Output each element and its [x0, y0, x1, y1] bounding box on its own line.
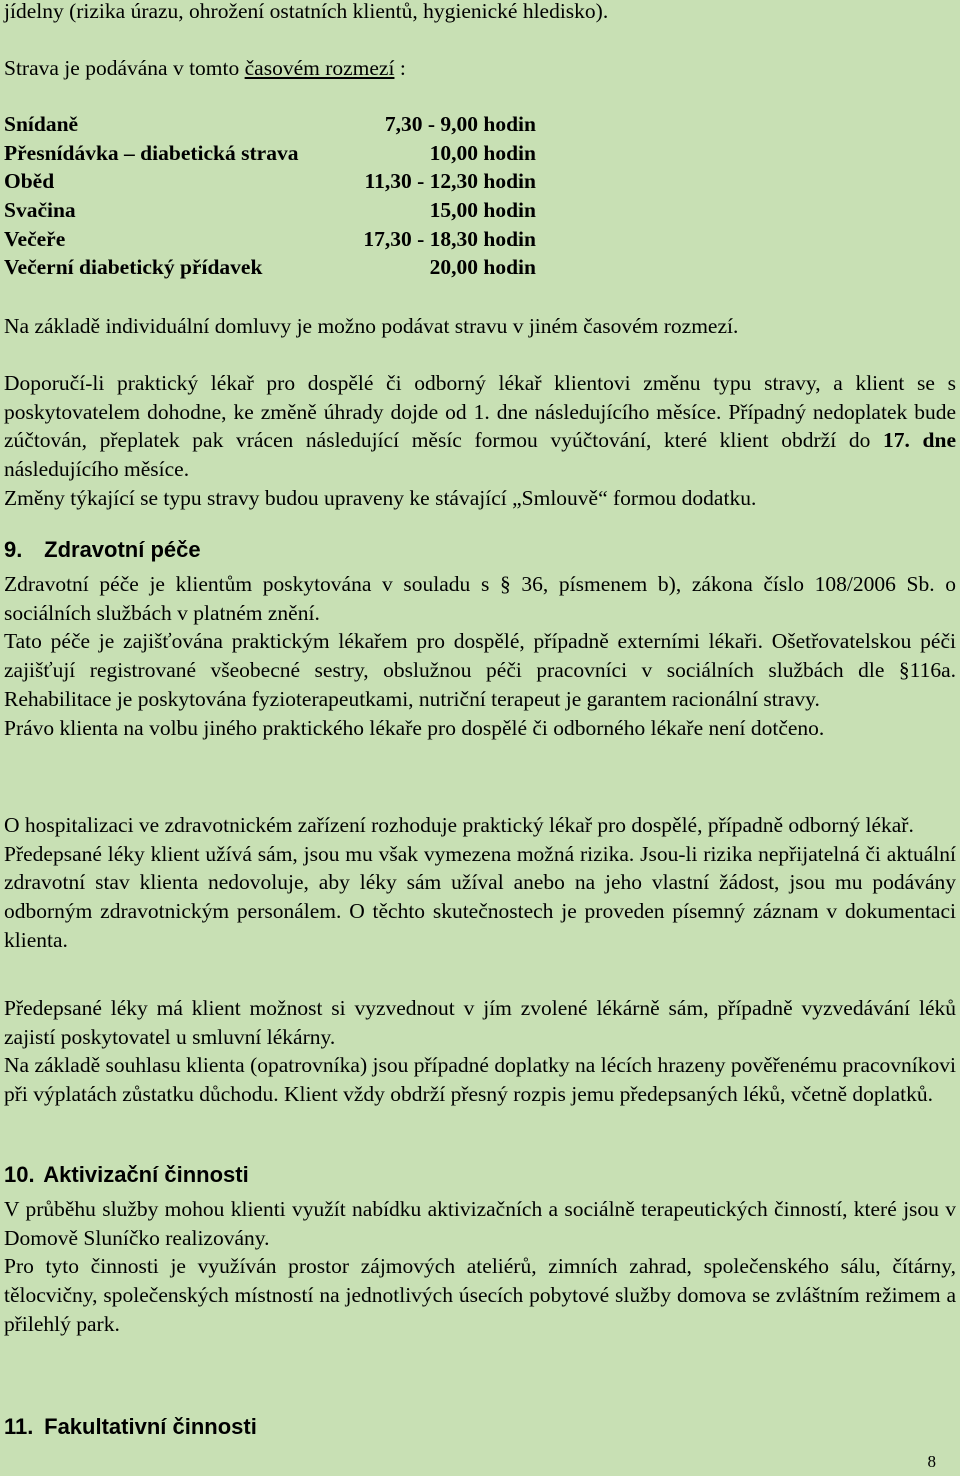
diet-change-end: následujícího měsíce. — [4, 457, 190, 482]
section-10-heading — [4, 1161, 249, 1189]
hospitalization-paragraph: O hospitalizaci ve zdravotnickém zařízení rozhoduje praktický lékař pro dospělé, případně odborný lékař. — [4, 813, 914, 837]
meal-time: 11,30 - 12,30 hodin — [364, 169, 536, 194]
meal-time: 17,30 - 18,30 hodin — [363, 226, 536, 251]
intro-line: jídelny (rizika úrazu, ohrožení ostatních klientů, hygienické hledisko). — [4, 0, 609, 23]
meal-name: Večeře — [4, 226, 66, 251]
section-9-title: Zdravotní péče — [44, 537, 201, 562]
section-9-body-2 — [4, 811, 956, 955]
section-10-title: Aktivizační činnosti — [43, 1162, 249, 1187]
individual-note: Na základě individuální domluvy je možno podávat stravu v jiném časovém rozmezí. — [4, 314, 739, 338]
meal-time: 7,30 - 9,00 hodin — [384, 112, 536, 136]
section-9-heading — [4, 536, 201, 564]
diet-change-amendment: Změny týkající se typu stravy budou upraveny ke stávající „Smlouvě“ formou dodatku. — [4, 485, 757, 510]
activation-offer-paragraph: V průběhu služby mohou klienti využít nabídku aktivizačních a sociálně terapeutických činností, které jsou v Domově Sluníčko realizovány. — [4, 1197, 956, 1250]
schedule-intro — [4, 54, 406, 82]
activation-spaces-paragraph: Pro tyto činnosti je využíván prostor zájmových ateliérů, zimních zahrad, společenského sálu, čítárny, tělocvičny, společenských místností na jednotlivých úsecích pobytové služby domova se zvláštním režimem a přilehlý park. — [4, 1254, 956, 1336]
medication-paragraph: Předepsané léky klient užívá sám, jsou mu však vymezena možná rizika. Jsou-li rizika nepřijatelná či aktuální zdravotní stav klienta nedovoluje, aby léky sám užíval anebo na jeho vlastní žádost, jsou mu podávány odborným zdravotnickým personálem. O těchto skutečnostech je proveden písemný záznam v dokumentaci klienta. — [4, 841, 956, 952]
meal-name: Večerní diabetický přídavek — [4, 255, 263, 280]
health-care-providers: Tato péče je zajišťována praktickým lékařem pro dospělé, případně externími lékaři. Ošetřovatelskou péči zajišťují registrované všeobecné sestry, obslužnou péči pracovníci v sociálních službách dle §116a. Rehabilitace je poskytována fyzioterapeutkami, nutriční terapeut je garantem racionální stravy. — [4, 629, 956, 711]
section-9-body — [4, 570, 956, 742]
section-9-number: 9. — [4, 537, 23, 562]
pharmacy-paragraph: Předepsané léky má klient možnost si vyzvednout v jím zvolené lékárně sám, případně vyzvedávání léků zajistí poskytovatel u smluvní lékárny. — [4, 996, 956, 1049]
diet-change-deadline: 17. dne — [883, 428, 956, 453]
meal-name: Přesnídávka – diabetická strava — [4, 140, 299, 165]
diet-change-paragraph — [4, 369, 956, 484]
health-care-legal-basis: Zdravotní péče je klientům poskytována v souladu s § 36, písmenem b), zákona číslo 108/2006 Sb. o sociálních službách v platném znění. — [4, 572, 956, 625]
page-number: 8 — [927, 1452, 936, 1471]
section-10-body — [4, 1195, 956, 1339]
diet-change-block — [4, 369, 956, 513]
schedule-intro-underlined: časovém rozmezí — [244, 56, 395, 80]
section-9-body-3 — [4, 994, 956, 1109]
copayment-paragraph: Na základě souhlasu klienta (opatrovníka) jsou případné doplatky na lécích hrazeny pověřenému pracovníkovi při výplatách zůstatku důchodu. Klient vždy obdrží přesný rozpis jemu předepsaných léků, včetně doplatků. — [4, 1053, 956, 1107]
health-care-doctor-choice: Právo klienta na volbu jiného praktického lékaře pro dospělé či odborného lékaře není dotčeno. — [4, 715, 825, 740]
section-11-heading — [4, 1413, 257, 1441]
meal-time: 10,00 hodin — [429, 140, 536, 165]
schedule-intro-text: Strava je podávána v tomto — [4, 56, 245, 80]
section-10-number: 10. — [4, 1162, 35, 1187]
meal-name: Snídaně — [4, 112, 79, 136]
section-11-title: Fakultativní činnosti — [44, 1414, 257, 1439]
meal-name: Svačina — [4, 198, 76, 223]
schedule-intro-after: : — [394, 56, 406, 80]
diet-change-text: Doporučí-li praktický lékař pro dospělé či odborný lékař klientovi změnu typu stravy, a klient se s poskytovatelem dohodne, ke změně úhrady dojde od 1. dne následujícího měsíce. Případný nedoplatek bude zúčtován, přeplatek pak vrácen následující měsíc formou vyúčtování, které klient obdrží do — [4, 371, 956, 453]
section-11-number: 11. — [4, 1414, 34, 1439]
meal-name: Oběd — [4, 169, 55, 194]
meal-time: 20,00 hodin — [429, 255, 536, 280]
meal-time: 15,00 hodin — [429, 198, 536, 223]
